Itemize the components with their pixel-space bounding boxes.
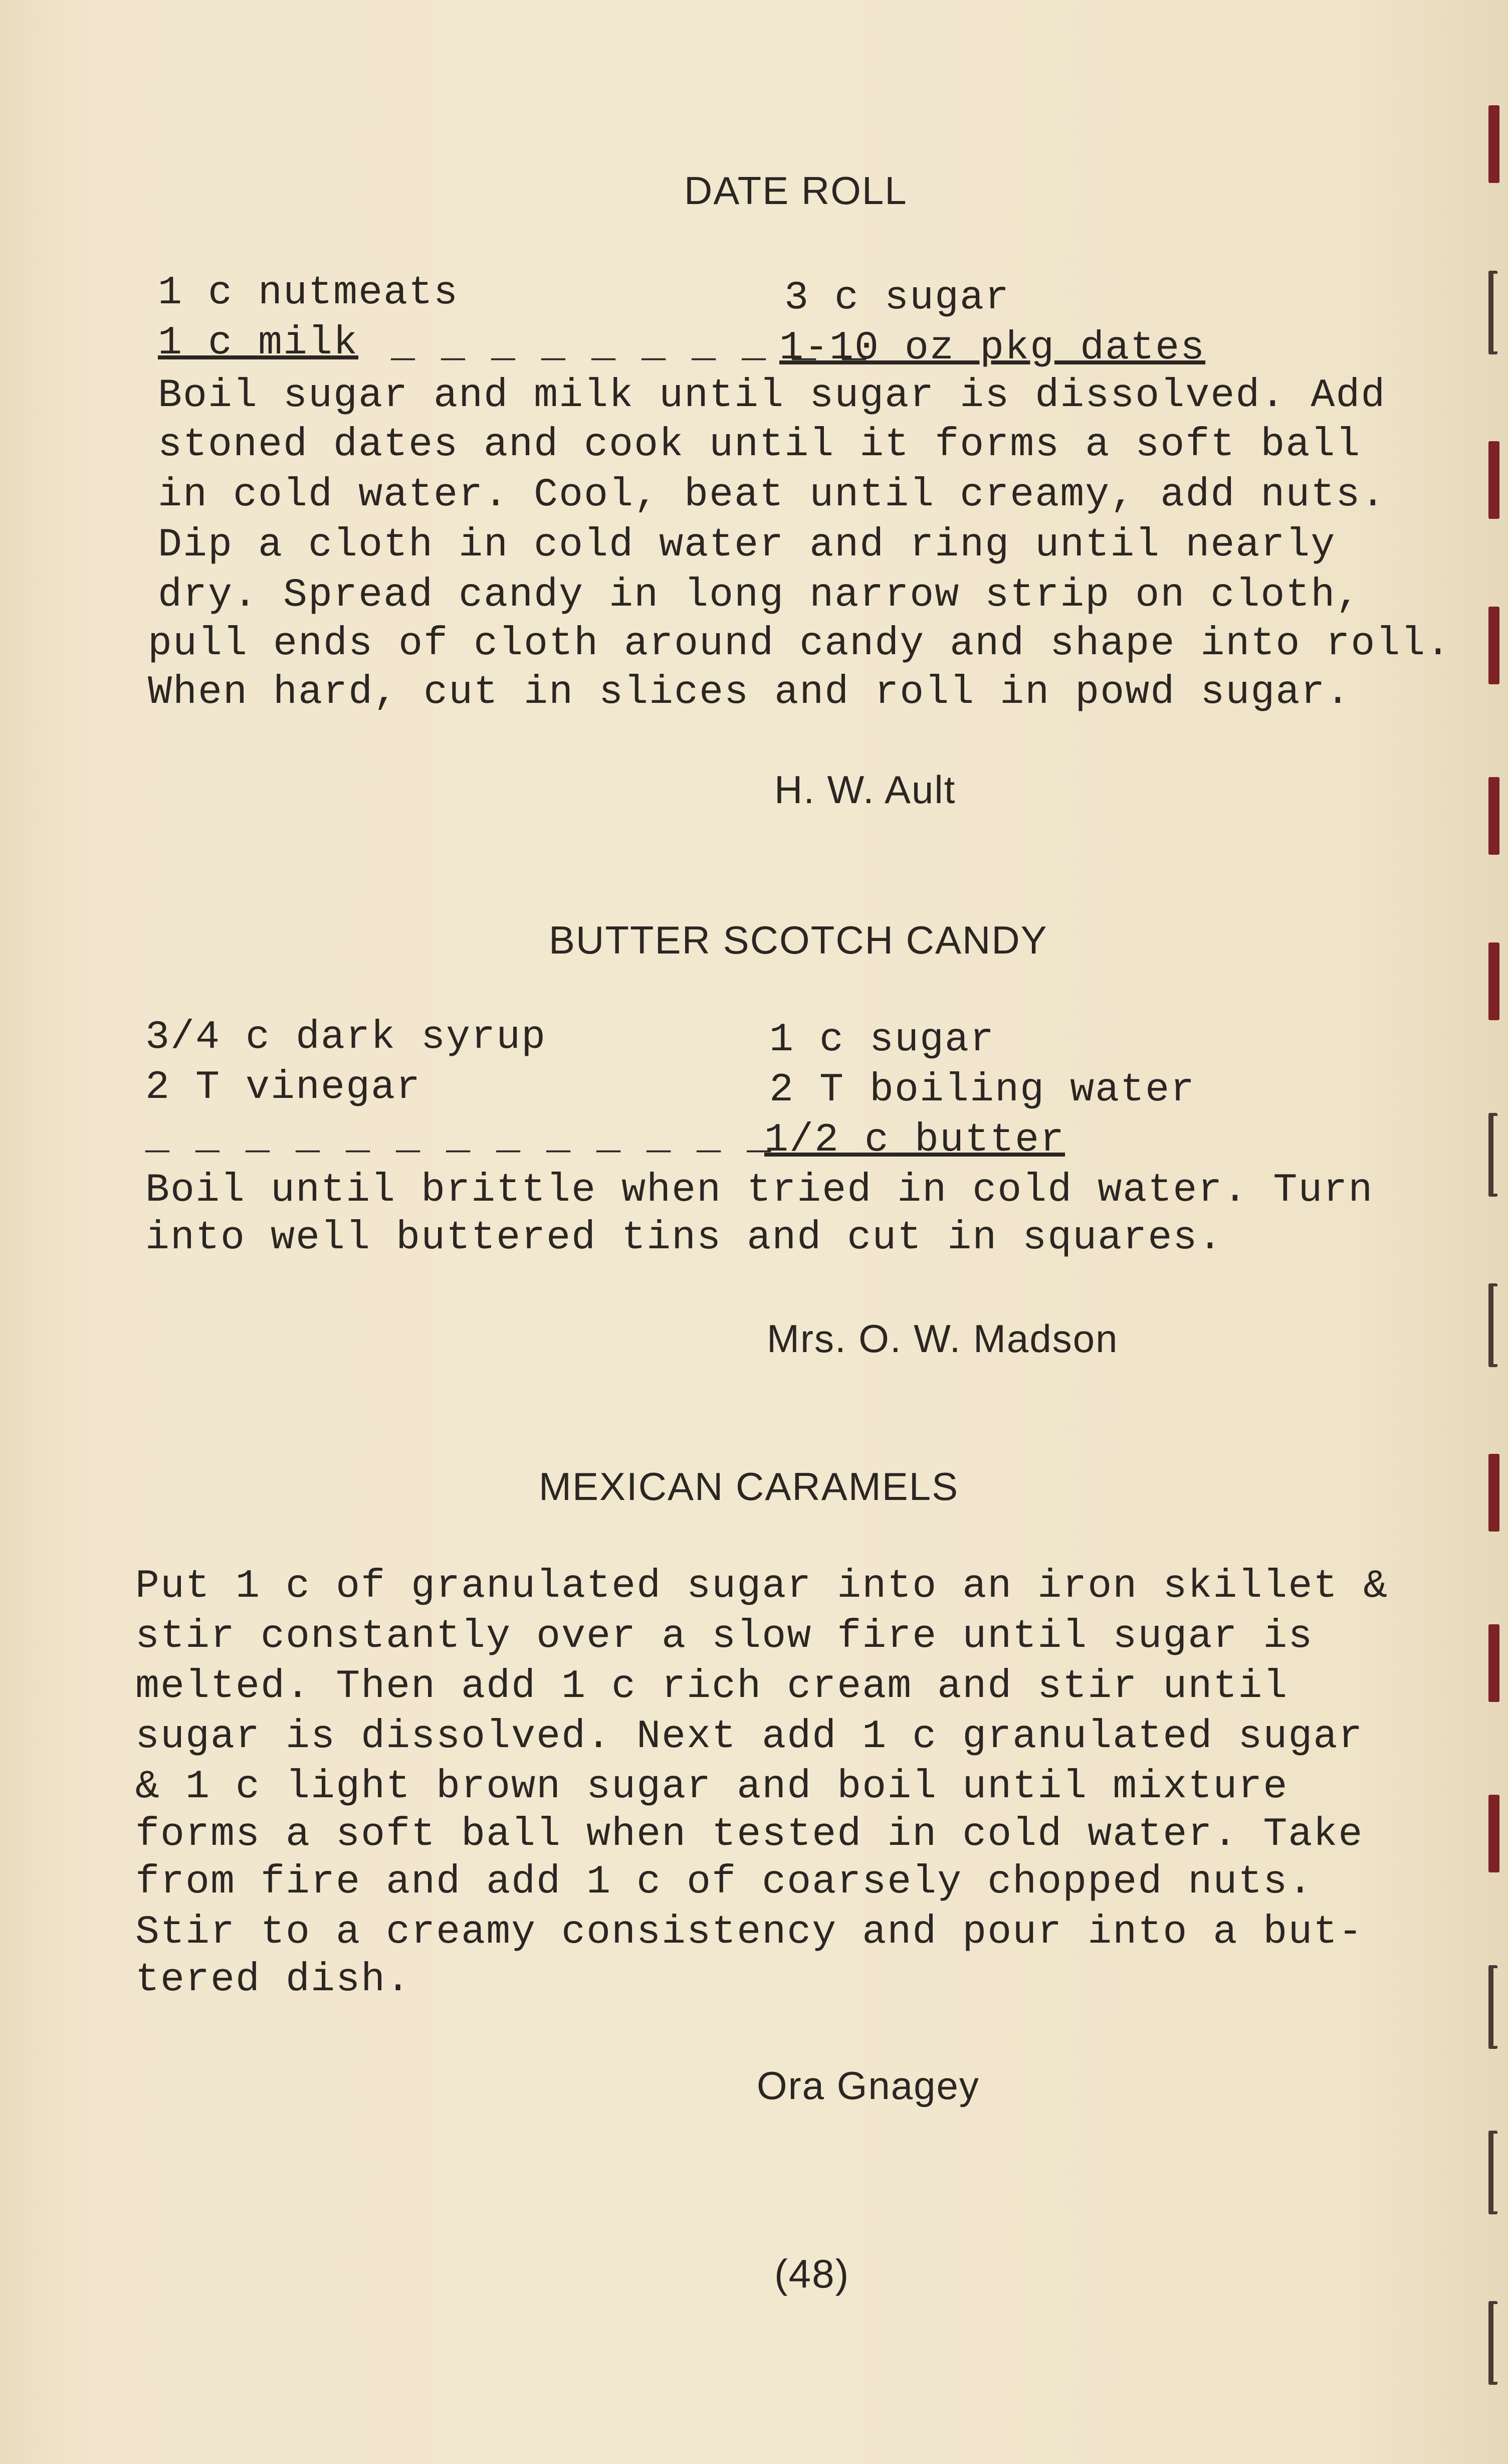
binding-tab: [1488, 1795, 1499, 1872]
recipe-author: Mrs. O. W. Madson: [767, 1316, 1119, 1361]
binding-tab: [1488, 942, 1499, 1020]
binding-tab: [1488, 105, 1499, 183]
recipe-text-line: stoned dates and cook until it forms a soft ball: [158, 422, 1361, 468]
binding-ring: [1488, 2301, 1497, 2385]
recipe-text-line: Boil sugar and milk until sugar is dissolved. Add: [158, 373, 1386, 419]
recipe-text-line: from fire and add 1 c of coarsely chopped nuts.: [135, 1859, 1314, 1905]
binding-ring: [1488, 1283, 1497, 1367]
ingredient: 2 T vinegar: [145, 1065, 421, 1110]
recipe-text-line: sugar is dissolved. Next add 1 c granulated sugar: [135, 1714, 1364, 1760]
recipe-text-line: tered dish.: [135, 1957, 411, 2003]
binding-tab: [1488, 441, 1499, 519]
binding-ring: [1488, 271, 1497, 354]
ingredient: 1 c milk: [158, 320, 359, 366]
binding-tab: [1488, 777, 1499, 855]
divider-line: _ _ _ _ _ _ _ _ _ _ _ _ _: [145, 1115, 772, 1161]
recipe-text-line: dry. Spread candy in long narrow strip on cloth,: [158, 573, 1361, 618]
ingredient: 1 c nutmeats: [158, 270, 459, 316]
recipe-title-date-roll: DATE ROLL: [684, 168, 908, 213]
recipe-text-line: & 1 c light brown sugar and boil until mixture: [135, 1764, 1288, 1810]
ingredient: 1/2 c butter: [764, 1117, 1065, 1163]
recipe-text-line: in cold water. Cool, beat until creamy, add nuts.: [158, 472, 1386, 518]
recipe-text-line: Stir to a creamy consistency and pour into a but-: [135, 1910, 1364, 1955]
recipe-text-line: forms a soft ball when tested in cold water. Take: [135, 1812, 1364, 1857]
recipe-text-line: Put 1 c of granulated sugar into an iron skillet &: [135, 1564, 1389, 1609]
recipe-text-line: Boil until brittle when tried in cold water. Turn: [145, 1168, 1374, 1213]
page-number: (48): [774, 2251, 850, 2296]
recipe-text-line: stir constantly over a slow fire until sugar is: [135, 1614, 1314, 1659]
binding-ring: [1488, 1965, 1497, 2049]
recipe-text-line: When hard, cut in slices and roll in powd sugar.: [148, 670, 1351, 715]
divider-line: _ _ _ _ _ _ _ _ _ _: [391, 323, 868, 368]
ingredient: 3 c sugar: [784, 275, 1010, 321]
recipe-author: Ora Gnagey: [757, 2063, 980, 2108]
recipe-author: H. W. Ault: [774, 768, 956, 812]
recipe-text-line: melted. Then add 1 c rich cream and stir until: [135, 1664, 1288, 1710]
ingredient: 2 T boiling water: [769, 1067, 1196, 1113]
recipe-text-line: into well buttered tins and cut in squares.: [145, 1215, 1223, 1261]
recipe-title-mexican-caramels: MEXICAN CARAMELS: [539, 1464, 959, 1508]
recipe-text-line: Dip a cloth in cold water and ring until nearly: [158, 522, 1336, 568]
recipe-title-butter-scotch: BUTTER SCOTCH CANDY: [549, 918, 1048, 962]
binding-tab: [1488, 607, 1499, 684]
ingredient: 1 c sugar: [769, 1017, 995, 1063]
ingredient: 1-10 oz pkg dates: [779, 325, 1206, 371]
binding-ring: [1488, 1113, 1497, 1197]
binding-ring: [1488, 2131, 1497, 2214]
binding-tab: [1488, 1454, 1499, 1532]
recipe-text-line: pull ends of cloth around candy and shape into roll.: [148, 621, 1451, 667]
ingredient: 3/4 c dark syrup: [145, 1015, 547, 1060]
binding-tab: [1488, 1624, 1499, 1702]
